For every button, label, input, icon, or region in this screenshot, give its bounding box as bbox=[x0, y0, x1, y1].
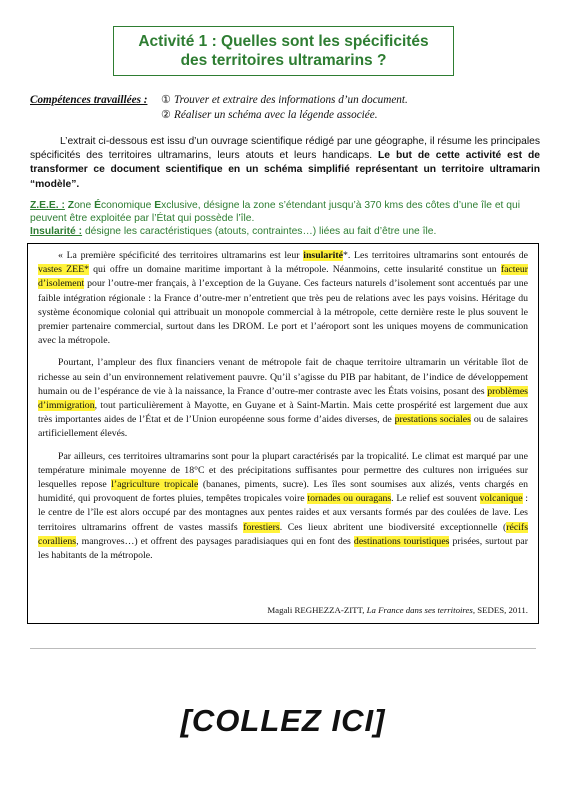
paste-here-label: [COLLEZ ICI] bbox=[180, 703, 386, 738]
competence-text: Réaliser un schéma avec la légende associée. bbox=[174, 109, 378, 121]
text-run: « La première spécificité des territoires ultramarins est leur bbox=[58, 250, 304, 261]
highlight: problèmes d’immigration bbox=[38, 385, 528, 412]
activity-title-line-2: des territoires ultramarins ? bbox=[180, 52, 387, 69]
definition-term: Insularité : bbox=[30, 225, 83, 237]
intro-goal: Le but de cette activité est de transformer ce document scientifique en un schéma simplifié représentant un territoire ultramarin “modèle”. bbox=[30, 150, 540, 190]
acronym-letter: Z bbox=[67, 200, 75, 211]
excerpt-paragraph-2 bbox=[38, 356, 528, 441]
acronym-word: xclusive bbox=[161, 200, 198, 211]
highlight: récifs coralliens bbox=[38, 521, 529, 547]
acronym-letter: E bbox=[154, 200, 162, 211]
source-book: La France dans ses territoires bbox=[366, 604, 473, 615]
text-run: pour l’outre-mer français, à l’exception de la Guyane. Ces facteurs naturels d’isolement sont accentués par une faible intégration régionale : la France d’outre-mer n’entretient que très peu de relations avec les pays voisins. Héritage du système économique colonial qui attribuait un monopole commercial à la métropole, cette dernière reste le plus souvent le premier partenaire commercial, surtout dans les DROM. Le port et l’aéroport sont les uniques moyens de communication avec la métropole. bbox=[38, 278, 528, 347]
competence-item bbox=[161, 108, 378, 123]
text-run: *. Les territoires ultramarins sont entourés de bbox=[342, 250, 528, 261]
text-run: . Ces lieux abritent une biodiversité exceptionnelle ( bbox=[279, 521, 507, 533]
acronym-letter: É bbox=[94, 200, 101, 211]
acronym-word: one bbox=[74, 200, 95, 211]
competence-number: ② bbox=[161, 109, 172, 121]
highlight: l’agriculture tropicale bbox=[111, 479, 199, 491]
definition-text: , désigne la zone s’étendant jusqu’à 370 kms des côtes d’une île et qui peuvent être exploitée par l’État qui possède l’île. bbox=[30, 200, 521, 224]
competences-label: Compétences travaillées : bbox=[30, 94, 148, 106]
text-run: (bananes, piments, sucre). Les îles sont soumises aux alizés, vents chargés en humidité, qui provoquent de fortes pluies, tempêtes tropicales voire bbox=[38, 479, 529, 505]
text-run: , mangroves…) et offrent des paysages paradisiaques qui en font des bbox=[76, 535, 354, 547]
highlight: insularité bbox=[303, 250, 343, 261]
intro-paragraph bbox=[30, 135, 540, 192]
intro-text: L’extrait ci-dessous est issu d’un ouvrage scientifique rédigé par une géographe, il résume les principales spécificités des territoires ultramarins, leurs atouts et leurs handicaps. bbox=[30, 136, 540, 162]
highlight: vastes ZEE* bbox=[38, 264, 89, 276]
competence-number: ① bbox=[161, 94, 172, 106]
text-run: : le centre de l’île est alors occupé par des montagnes aux pentes raides et aux versants formés par des coulées de lave. Les territoires ultramarins offrent de vastes massifs bbox=[38, 493, 529, 533]
highlight: facteur d’isolement bbox=[38, 264, 529, 290]
highlight: destinations touristiques bbox=[353, 535, 450, 547]
text-run: ou de salaires artificiellement élevés. bbox=[38, 414, 528, 440]
divider bbox=[30, 648, 536, 649]
text-run: Par ailleurs, ces territoires ultramarins sont pour la plupart caractérisés par la tropicalité. Le climat est marqué par une température minimale moyenne de 18°C et des précipitations suffisantes pour permettre des cultures non irriguées sur lesquelles repose bbox=[38, 450, 528, 491]
competence-item bbox=[161, 93, 408, 108]
text-run: qui offre un domaine maritime important à la métropole. Néanmoins, cette insularité constitue un bbox=[88, 264, 501, 276]
source-publisher: , SEDES, 2011. bbox=[472, 604, 528, 615]
acronym-word: conomique bbox=[101, 200, 155, 211]
highlight: volcanique bbox=[479, 493, 523, 505]
source-author: Magali REGHEZZA-ZITT, bbox=[267, 604, 367, 615]
text-run: prisées, surtout par les habitants de la métropole. bbox=[38, 535, 528, 562]
highlight: prestations sociales bbox=[394, 414, 471, 426]
activity-title-line-1: Activité 1 : Quelles sont les spécificités bbox=[138, 33, 429, 50]
text-run: Pourtant, l’ampleur des flux financiers venant de métropole fait de chaque territoire ultramarin un véritable îlot de richesse au sein d’un environnement relativement pauvre. Qu’il s’agisse du PIB par habitant, de l’indice de développement humain ou de l’espérance de vie à la naissance, la France d’outre-mer contraste avec les États voisins, posant des bbox=[38, 357, 528, 397]
definition-text: désigne les caractéristiques (atouts, contraintes…) liées au fait d’être une île. bbox=[84, 225, 437, 237]
competence-text: Trouver et extraire des informations d’un document. bbox=[174, 94, 408, 106]
text-run: . Le relief est souvent bbox=[391, 493, 480, 505]
excerpt-source bbox=[267, 603, 528, 617]
definitions bbox=[30, 200, 540, 238]
excerpt-paragraph-3 bbox=[38, 450, 528, 564]
text-run: , tout particulièrement à Mayotte, en Guyane et à Saint-Martin. Mais cette prospérité est largement due aux très importantes aides de l’État et de l’Union européenne sous forme d’aides diverses, de bbox=[38, 400, 528, 426]
highlight: tornades ou ouragans bbox=[307, 493, 392, 505]
definition-term: Z.E.E. : bbox=[30, 200, 65, 211]
definition-insularite bbox=[30, 226, 540, 239]
excerpt-box bbox=[27, 243, 539, 624]
activity-title-box bbox=[113, 26, 454, 76]
definition-zee bbox=[30, 200, 540, 226]
highlight: forestiers bbox=[243, 521, 280, 533]
excerpt-paragraph-1 bbox=[38, 249, 528, 348]
